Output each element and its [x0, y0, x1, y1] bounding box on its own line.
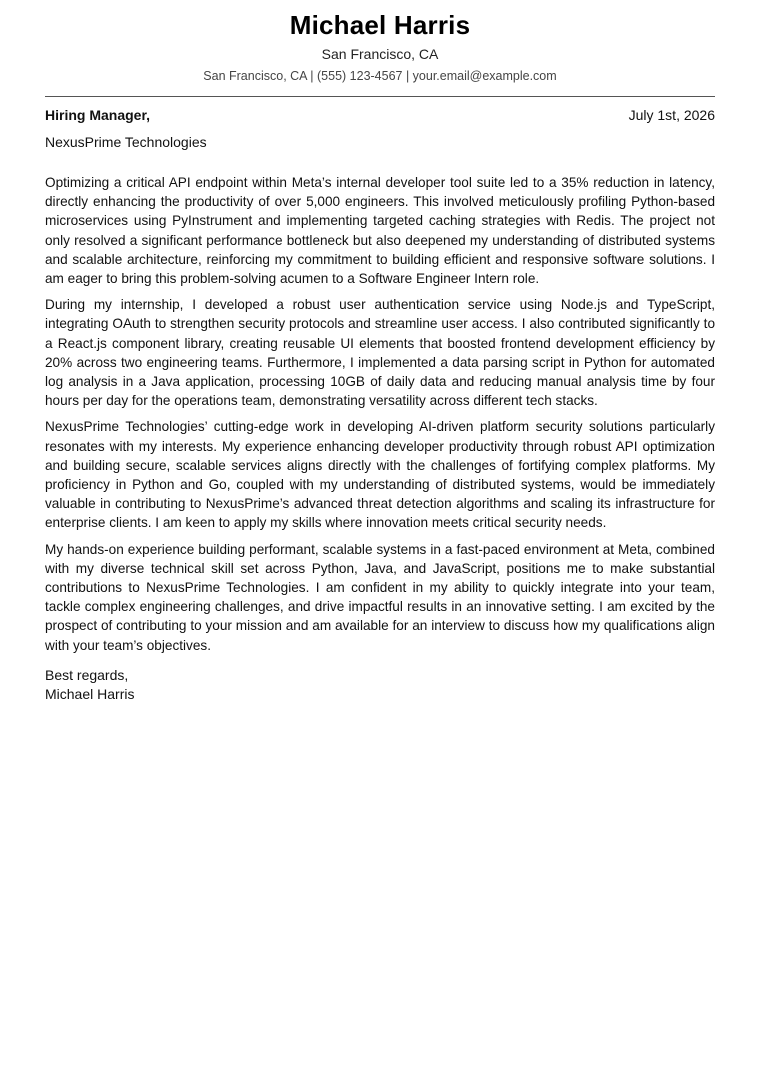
body-paragraph-1: Optimizing a critical API endpoint within Meta’s internal developer tool suite led to a 35% reduction in latency, directly enhancing the productivity of over 5,000 engineers. This involved meticulously profiling Python-based microservices using PyInstrument and implementing targeted caching strategies with Redis. The project not only resolved a significant performance bottleneck but also deepened my understanding of distributed systems and scalable architecture, reinforcing my commitment to building efficient and responsive software solutions. I am eager to bring this problem-solving acumen to a Software Engineer Intern role. — [45, 175, 715, 287]
recipient-company: NexusPrime Technologies — [45, 134, 207, 150]
header-divider — [45, 96, 715, 97]
body-paragraph-4: My hands-on experience building performant, scalable systems in a fast-paced environment at Meta, combined with my diverse technical skill set across Python, Java, and JavaScript, positions me to make substantial contributions to NexusPrime Technologies. I am confident in my ability to quickly integrate into your team, tackle complex engineering challenges, and drive impactful results in an innovative setting. I am excited by the prospect of contributing to your mission and am available for an interview to discuss how my qualifications align with your team’s objectives. — [45, 541, 715, 653]
letter-body — [45, 173, 715, 655]
recipient-date-row — [45, 106, 715, 125]
sender-name: Michael Harris — [289, 10, 471, 40]
recipient-salutation: Hiring Manager, — [45, 107, 151, 123]
letter-date: July 1st, 2026 — [628, 107, 715, 123]
sender-location: San Francisco, CA — [321, 46, 439, 62]
body-paragraph-2: During my internship, I developed a robust user authentication service using Node.js and TypeScript, integrating OAuth to strengthen security protocols and streamline user access. I also contributed significantly to a React.js component library, creating reusable UI elements that boosted frontend development efficiency by 20% across two engineering teams. Furthermore, I implemented a data parsing script in Python for automated log analysis in a Java application, processing 10GB of daily data and reducing manual analysis time by four hours per day for the operations team, demonstrating versatility across different tech stacks. — [45, 297, 715, 409]
sender-contact-line: San Francisco, CA | (555) 123-4567 | your.email@example.com — [203, 69, 557, 83]
letter-header — [45, 0, 715, 85]
body-paragraph-3: NexusPrime Technologies’ cutting-edge work in developing AI-driven platform security solutions particularly resonates with my interests. My experience enhancing developer productivity through robust API optimization and building secure, scalable services aligns directly with the challenges of fortifying complex platforms. My proficiency in Python and Go, coupled with my understanding of distributed systems, would be immediately valuable in contributing to NexusPrime’s advanced threat detection algorithms and scaling its infrastructure for enterprise clients. I am keen to apply my skills where innovation meets critical security needs. — [45, 419, 715, 531]
closing-phrase: Best regards, — [45, 666, 129, 683]
letter-closing — [45, 666, 715, 705]
signature-name: Michael Harris — [45, 686, 135, 703]
